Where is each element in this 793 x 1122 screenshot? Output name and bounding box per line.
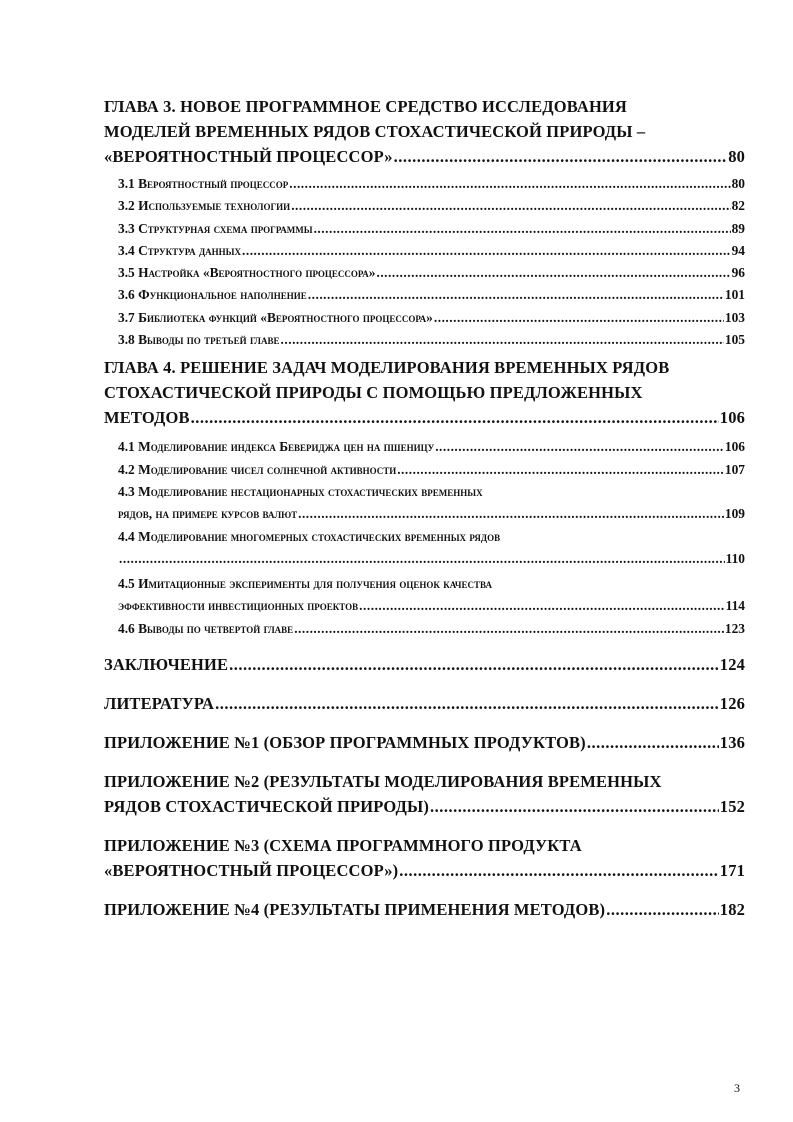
dot-leader — [399, 858, 719, 883]
toc-literature[interactable] — [104, 691, 745, 716]
toc-appendix-2[interactable] — [104, 769, 745, 819]
toc-item-title: 3.1 Вероятностный процессор — [118, 176, 289, 191]
toc-chapter-4[interactable] — [104, 355, 745, 430]
toc-item-title: ЗАКЛЮЧЕНИЕ — [104, 655, 229, 675]
dot-leader — [606, 897, 719, 922]
chapter-title-line: СТОХАСТИЧЕСКОЙ ПРИРОДЫ С ПОМОЩЬЮ ПРЕДЛОЖЕННЫХ — [104, 383, 643, 403]
page-ref: 152 — [719, 797, 745, 817]
page-ref: 124 — [719, 655, 745, 675]
page-ref: 103 — [724, 309, 745, 325]
page-ref: 89 — [731, 220, 745, 236]
toc-item-title: ЛИТЕРАТУРА — [104, 694, 215, 714]
page-ref: 82 — [731, 198, 745, 214]
toc-item-title: РЯДОВ СТОХАСТИЧЕСКОЙ ПРИРОДЫ) — [104, 797, 430, 817]
toc-item-title: 3.7 Библиотека функций «Вероятностного процессора» — [118, 309, 433, 325]
chapter-title-line: МЕТОДОВ — [104, 408, 190, 428]
dot-leader — [242, 240, 731, 262]
toc-item-title: 3.4 Структура данных — [118, 242, 241, 258]
dot-leader — [294, 618, 724, 640]
toc-item-title: ПРИЛОЖЕНИЕ №4 (РЕЗУЛЬТАТЫ ПРИМЕНЕНИЯ МЕТОДОВ) — [104, 900, 606, 920]
toc-item[interactable] — [118, 436, 745, 458]
page-ref: 171 — [719, 861, 745, 881]
page-ref: 114 — [725, 598, 745, 614]
page-ref: 126 — [719, 694, 745, 714]
page-ref: 96 — [731, 265, 745, 281]
toc-item[interactable] — [118, 262, 745, 284]
toc-appendix-4[interactable] — [104, 897, 745, 922]
page-ref: 80 — [731, 176, 745, 191]
page-ref: 101 — [724, 287, 745, 303]
toc-item[interactable] — [118, 240, 745, 262]
dot-leader — [397, 459, 724, 481]
dot-leader — [376, 262, 730, 284]
toc-item[interactable] — [118, 284, 745, 306]
toc-item[interactable] — [118, 218, 745, 240]
toc-chapter-3[interactable] — [104, 94, 745, 169]
chapter-title-line: «ВЕРОЯТНОСТНЫЙ ПРОЦЕССОР» — [104, 147, 393, 166]
page-ref: 80 — [728, 147, 745, 166]
toc-item-title: 3.8 Выводы по третьей главе — [118, 332, 280, 348]
chapter-title-line: ГЛАВА 3. НОВОЕ ПРОГРАММНОЕ СРЕДСТВО ИССЛЕДОВАНИЯ — [104, 97, 627, 116]
toc-item[interactable] — [118, 173, 745, 195]
toc-appendix-1[interactable] — [104, 730, 745, 755]
toc-item[interactable] — [118, 618, 745, 640]
table-of-contents — [104, 94, 745, 922]
toc-item-title: ПРИЛОЖЕНИЕ №3 (СХЕМА ПРОГРАММНОГО ПРОДУКТА — [104, 836, 582, 856]
dot-leader — [191, 405, 719, 430]
toc-item-title: «ВЕРОЯТНОСТНЫЙ ПРОЦЕССОР») — [104, 861, 399, 881]
dot-leader — [587, 730, 719, 755]
toc-item-title: 3.3 Структурная схема программы — [118, 220, 313, 236]
dot-leader — [298, 503, 724, 525]
dot-leader — [435, 436, 724, 458]
dot-leader — [308, 284, 724, 306]
toc-item-title: ПРИЛОЖЕНИЕ №1 (ОБЗОР ПРОГРАММНЫХ ПРОДУКТОВ) — [104, 733, 586, 753]
toc-item[interactable] — [118, 307, 745, 329]
page-ref: 105 — [724, 332, 745, 348]
toc-item-title: 4.3 Моделирование нестационарных стохастических временных — [118, 483, 483, 499]
dot-leader — [434, 307, 724, 329]
dot-leader — [359, 595, 724, 617]
chapter-title-line: МОДЕЛЕЙ ВРЕМЕННЫХ РЯДОВ СТОХАСТИЧЕСКОЙ ПРИРОДЫ – — [104, 122, 646, 141]
toc-item-title: ПРИЛОЖЕНИЕ №2 (РЕЗУЛЬТАТЫ МОДЕЛИРОВАНИЯ ВРЕМЕННЫХ — [104, 772, 662, 792]
page-ref: 107 — [724, 461, 745, 477]
toc-item-title: 3.5 Настройка «Вероятностного процессора» — [118, 265, 376, 281]
toc-item-title: 4.6 Выводы по четвертой главе — [118, 620, 294, 636]
dot-leader — [215, 691, 719, 716]
toc-item-title: 4.4 Моделирование многомерных стохастических временных рядов — [118, 528, 501, 544]
page-number: 3 — [734, 1081, 740, 1095]
dot-leader — [281, 329, 724, 351]
dot-leader — [314, 218, 731, 240]
chapter-title-line: ГЛАВА 4. РЕШЕНИЕ ЗАДАЧ МОДЕЛИРОВАНИЯ ВРЕМЕННЫХ РЯДОВ — [104, 358, 670, 378]
toc-item[interactable] — [118, 526, 745, 571]
toc-conclusion[interactable] — [104, 652, 745, 677]
toc-item[interactable] — [118, 329, 745, 351]
toc-item[interactable] — [118, 459, 745, 481]
page-ref: 123 — [724, 620, 745, 636]
page-ref: 106 — [724, 439, 745, 455]
toc-item[interactable] — [118, 573, 745, 618]
dot-leader — [291, 195, 730, 217]
toc-appendix-3[interactable] — [104, 833, 745, 883]
toc-item-title: рядов, на примере курсов валют — [118, 506, 298, 522]
toc-item[interactable] — [118, 195, 745, 217]
dot-leader — [229, 652, 719, 677]
dot-leader — [394, 144, 728, 169]
dot-leader — [430, 794, 719, 819]
page-ref: 106 — [719, 408, 745, 428]
page-ref: 182 — [719, 900, 745, 920]
toc-item-title: эффективности инвестиционных проектов — [118, 598, 359, 614]
toc-item-title: 3.2 Используемые технологии — [118, 198, 291, 214]
toc-item-title: 3.6 Функциональное наполнение — [118, 287, 307, 303]
page-ref: 136 — [719, 733, 745, 753]
toc-item[interactable] — [118, 481, 745, 526]
toc-item-title: 4.1 Моделирование индекса Бевериджа цен на пшеницу — [118, 439, 435, 455]
toc-item-title: 4.2 Моделирование чисел солнечной активности — [118, 461, 397, 477]
page-ref: 110 — [725, 550, 745, 566]
toc-item-title: 4.5 Имитационные эксперименты для получения оценок качества — [118, 576, 492, 592]
dot-leader — [119, 548, 725, 570]
page-ref: 94 — [731, 242, 745, 258]
dot-leader — [289, 173, 730, 195]
page-ref: 109 — [724, 506, 745, 522]
